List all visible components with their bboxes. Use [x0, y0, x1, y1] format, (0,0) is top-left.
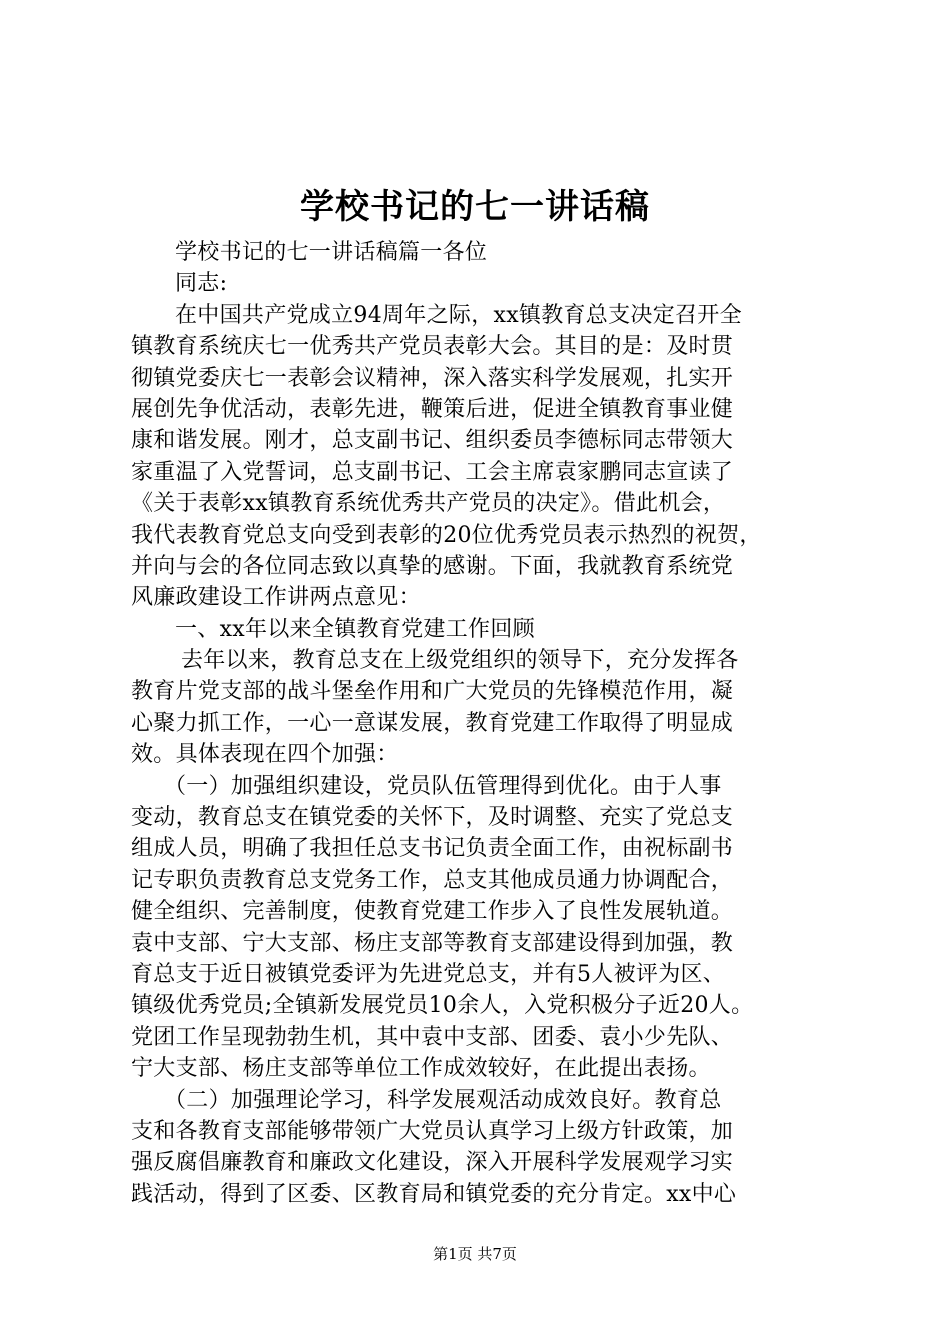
document-body — [131, 237, 831, 1210]
text-line: 去年以来，教育总支在上级党组织的领导下，充分发挥各 — [181, 648, 739, 674]
document-title: 学校书记的七一讲话稿 — [300, 187, 650, 227]
text-line: 风廉政建设工作讲两点意见： — [131, 585, 421, 611]
text-line: 我代表教育党总支向受到表彰的20位优秀党员表示热烈的祝贺， — [131, 522, 762, 548]
text-line: 《关于表彰xx镇教育系统优秀共产党员的决定》。借此机会， — [131, 491, 726, 517]
page-footer: 第1页 共7页 — [433, 1245, 517, 1263]
text-line: 镇级优秀党员;全镇新发展党员10余人，入党积极分子近20人。 — [131, 993, 754, 1019]
text-line: 并向与会的各位同志致以真挚的感谢。下面，我就教育系统党 — [131, 553, 734, 579]
text-line: 袁中支部、宁大支部、杨庄支部等教育支部建设得到加强，教 — [131, 930, 734, 956]
text-line: 支和各教育支部能够带领广大党员认真学习上级方针政策，加 — [131, 1118, 734, 1144]
text-line: 康和谐发展。刚才，总支副书记、组织委员李德标同志带领大 — [131, 428, 734, 454]
text-line: 党团工作呈现勃勃生机，其中袁中支部、团委、袁小少先队、 — [131, 1024, 734, 1050]
text-line: 记专职负责教育总支党务工作，总支其他成员通力协调配合， — [131, 867, 734, 893]
text-line: 健全组织、完善制度，使教育党建工作步入了良性发展轨道。 — [131, 899, 734, 925]
text-line: 育总支于近日被镇党委评为先进党总支，并有5人被评为区、 — [131, 961, 726, 987]
text-line: 教育片党支部的战斗堡垒作用和广大党员的先锋模范作用，凝 — [131, 679, 734, 705]
text-line: 彻镇党委庆七一表彰会议精神，深入落实科学发展观，扎实开 — [131, 365, 734, 391]
text-line: 变动，教育总支在镇党委的关怀下，及时调整、充实了党总支 — [131, 805, 734, 831]
text-line: （二）加强理论学习，科学发展观活动成效良好。教育总 — [164, 1087, 722, 1113]
text-line: 镇教育系统庆七一优秀共产党员表彰大会。其目的是：及时贯 — [131, 334, 734, 360]
text-line: 在中国共产党成立94周年之际，xx镇教育总支决定召开全 — [175, 302, 742, 328]
text-line: 心聚力抓工作，一心一意谋发展，教育党建工作取得了明显成 — [131, 710, 734, 736]
text-line: 同志: — [175, 271, 228, 297]
text-line: 展创先争优活动，表彰先进，鞭策后进，促进全镇教育事业健 — [131, 396, 734, 422]
text-line: 强反腐倡廉教育和廉政文化建设，深入开展科学发展观学习实 — [131, 1150, 734, 1176]
text-line: 学校书记的七一讲话稿篇一各位 — [175, 240, 488, 265]
text-line: 家重温了入党誓词，总支副书记、工会主席袁家鹏同志宣读了 — [131, 459, 734, 485]
section-heading: 一、xx年以来全镇教育党建工作回顾 — [175, 616, 535, 642]
text-line: 效。具体表现在四个加强： — [131, 742, 399, 768]
text-line: 宁大支部、杨庄支部等单位工作成效较好，在此提出表扬。 — [131, 1056, 711, 1082]
text-line: 组成人员，明确了我担任总支书记负责全面工作，由祝标副书 — [131, 836, 734, 862]
text-line: 践活动，得到了区委、区教育局和镇党委的充分肯定。xx中心 — [131, 1181, 737, 1207]
text-line: （一）加强组织建设，党员队伍管理得到优化。由于人事 — [164, 773, 722, 799]
